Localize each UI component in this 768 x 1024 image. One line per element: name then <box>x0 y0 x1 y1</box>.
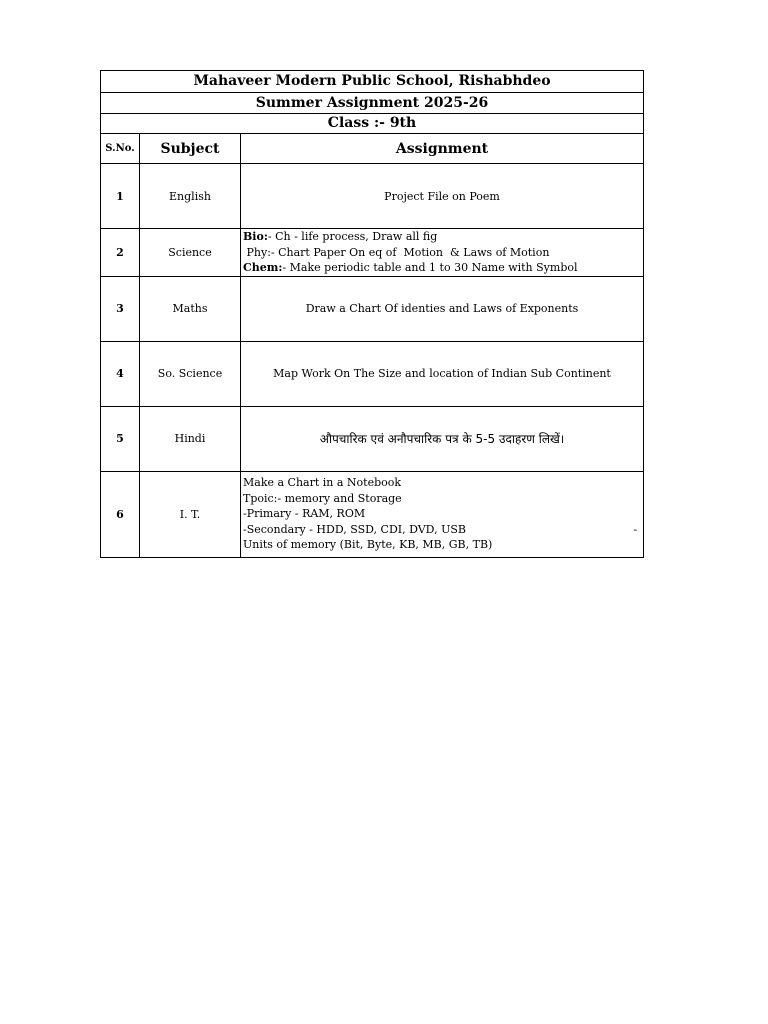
assignment-line: Tpoic:- memory and Storage <box>243 491 402 505</box>
row-sno: 4 <box>101 341 140 406</box>
school-name: Mahaveer Modern Public School, Rishabhdeo <box>101 71 644 93</box>
assignment-line: -Primary - RAM, ROM <box>243 507 366 521</box>
row-assignment: Project File on Poem <box>241 164 644 229</box>
table-row <box>101 276 644 341</box>
assignment-line: Units of memory (Bit, Byte, KB, MB, GB, TB) <box>243 538 493 552</box>
line-text: - Make periodic table and 1 to 30 Name with Symbol <box>282 261 578 274</box>
row-subject: Hindi <box>140 406 241 471</box>
row-assignment: Draw a Chart Of identies and Laws of Exponents <box>241 276 644 341</box>
row-assignment: औपचारिक एवं अनौपचारिक पत्र के 5-5 उदाहरण लिखें। <box>241 406 644 471</box>
table-row <box>101 229 644 277</box>
row-assignment <box>241 471 644 557</box>
row-assignment <box>241 229 644 277</box>
column-header-assignment: Assignment <box>241 134 644 164</box>
line-label: Bio: <box>243 230 268 243</box>
row-subject: So. Science <box>140 341 241 406</box>
row-assignment: Map Work On The Size and location of Indian Sub Continent <box>241 341 644 406</box>
assignment-table <box>100 70 644 558</box>
assignment-line <box>243 229 637 245</box>
assignment-title: Summer Assignment 2025-26 <box>101 93 644 114</box>
assignment-line: Make a Chart in a Notebook <box>243 476 402 490</box>
table-row <box>101 341 644 406</box>
line-text: - Ch - life process, Draw all fig <box>267 230 438 243</box>
assignment-line <box>243 245 637 261</box>
row-sno: 3 <box>101 276 140 341</box>
row-subject: English <box>140 164 241 229</box>
line-text: Phy:- Chart Paper On eq of Motion & Laws of Motion <box>243 245 550 259</box>
row-subject: I. T. <box>140 471 241 557</box>
table-row <box>101 164 644 229</box>
row-sno: 6 <box>101 471 140 557</box>
row-sno: 2 <box>101 229 140 277</box>
row-subject: Maths <box>140 276 241 341</box>
class-label: Class :- 9th <box>101 114 644 134</box>
line-text: -Secondary - HDD, SSD, CDI, DVD, USB <box>243 522 466 536</box>
column-header-subject: Subject <box>140 134 241 164</box>
line-label: Chem: <box>243 261 283 274</box>
row-sno: 1 <box>101 164 140 229</box>
column-header-row <box>101 134 644 164</box>
table-row <box>101 406 644 471</box>
column-header-sno: S.No. <box>101 134 140 164</box>
trailing-dash: - <box>633 522 638 536</box>
row-sno: 5 <box>101 406 140 471</box>
table-row <box>101 471 644 557</box>
assignment-line <box>243 522 637 538</box>
row-subject: Science <box>140 229 241 277</box>
assignment-line <box>243 260 637 276</box>
